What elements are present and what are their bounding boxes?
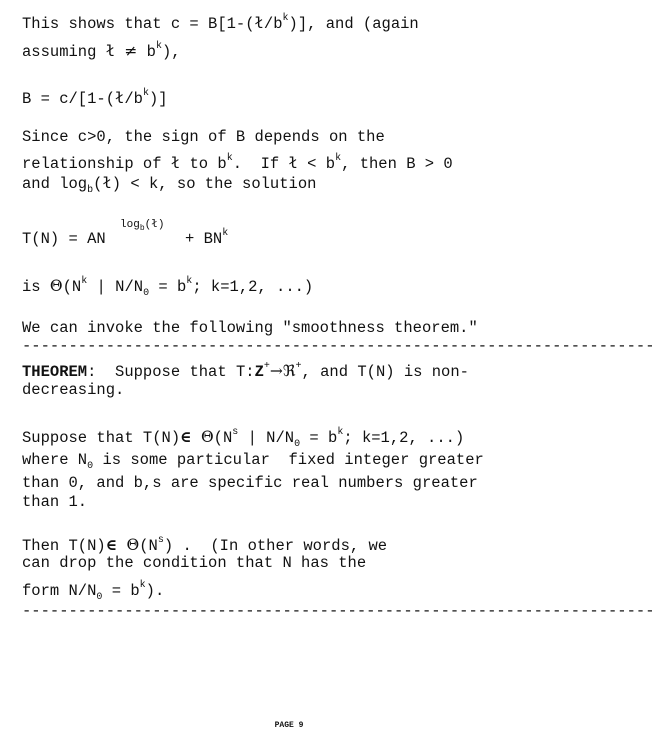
text: ( [144, 219, 152, 231]
text: ( [93, 175, 103, 193]
superscript: + [295, 360, 302, 372]
superscript: k [337, 426, 344, 438]
text: This shows that c = B[1-( [22, 15, 255, 33]
dashed-rule-bottom: -------------------------------------------------------------------- [22, 602, 655, 620]
superscript: k [282, 12, 289, 24]
theta-symbol: Θ [126, 536, 140, 554]
superscript: + [263, 360, 270, 372]
ell-symbol: ł [254, 14, 264, 32]
text: )], and (again [288, 15, 419, 33]
text: b [137, 43, 156, 61]
form-line [22, 579, 165, 604]
text: ) . (In other words, we [163, 537, 388, 555]
superscript: s [157, 534, 164, 546]
text: ; k=1,2, ...) [343, 429, 465, 447]
text: assuming [22, 43, 106, 61]
not-equal-symbol: ≠ [124, 42, 138, 60]
text: | N/N [87, 278, 144, 296]
text: + BN [175, 230, 223, 248]
reals-symbol: ℜ [282, 362, 296, 380]
text: and log [22, 175, 88, 193]
then-line [22, 534, 388, 555]
text-line-than: than 0, and b,s are specific real numbers greater [22, 474, 478, 492]
subscript: b [139, 224, 145, 234]
text: Then T(N) [22, 537, 106, 555]
text: (N [213, 429, 233, 447]
suppose-line [22, 426, 465, 451]
text: , and T(N) is non- [301, 363, 469, 381]
superscript: k [139, 579, 146, 591]
superscript: s [232, 426, 239, 438]
theta-symbol: Θ [200, 428, 214, 446]
page-number: PAGE 9 [274, 721, 304, 730]
dashed-rule-top: -------------------------------------------------------------------- [22, 337, 655, 355]
subscript: b [87, 185, 94, 197]
arrow-symbol: → [269, 362, 283, 380]
theorem-line [22, 360, 469, 381]
text-line-6 [22, 174, 317, 197]
text: )] [148, 90, 168, 108]
text: < b [297, 155, 336, 173]
subscript: 0 [87, 461, 94, 473]
exponent-log [120, 217, 165, 234]
subscript: 0 [143, 288, 150, 300]
text-line-5 [22, 152, 453, 173]
text: form N/N [22, 582, 97, 600]
subscript: 0 [294, 439, 301, 451]
text: /b [263, 15, 283, 33]
superscript: k [226, 152, 233, 164]
text: = b [102, 582, 140, 600]
ell-symbol: ł [102, 174, 112, 192]
superscript: k [155, 40, 162, 52]
text: ; k=1,2, ...) [192, 278, 314, 296]
superscript: k [335, 152, 342, 164]
text: ) [157, 219, 165, 231]
text: : Suppose that T: [87, 363, 255, 381]
text-line-than-1: than 1. [22, 493, 88, 511]
text: . If [232, 155, 289, 173]
text: relationship of [22, 155, 171, 173]
text-line-4: Since c>0, the sign of B depends on the [22, 128, 385, 146]
text: is [22, 278, 50, 296]
superscript: k [81, 275, 88, 287]
equation-tn [22, 227, 229, 248]
element-of-symbol: ∈ [105, 535, 118, 554]
ell-symbol: ł [170, 154, 181, 172]
text: (N [139, 537, 158, 555]
ell-symbol: ł [115, 89, 125, 107]
text-line-8 [22, 275, 314, 300]
integers-symbol: Z [254, 363, 264, 381]
text-line-2 [22, 40, 181, 61]
text: = b [300, 429, 338, 447]
theorem-line-2: decreasing. [22, 381, 125, 399]
text: ). [145, 582, 165, 600]
theorem-label: THEOREM [22, 363, 88, 381]
text: B = c/[1-( [22, 90, 116, 108]
element-of-symbol: ∈ [180, 427, 192, 446]
text: ), [162, 43, 181, 61]
superscript: k [222, 227, 229, 239]
text: ) < k, so the solution [111, 175, 317, 193]
superscript: k [142, 87, 149, 99]
theta-symbol: Θ [49, 277, 63, 295]
text: (N [62, 278, 82, 296]
where-line [22, 451, 484, 473]
text: , then B > 0 [341, 155, 453, 173]
ell-symbol: ł [288, 154, 298, 172]
text: where N [22, 451, 88, 469]
subscript: 0 [96, 592, 103, 604]
text: | N/N [238, 429, 295, 447]
text: T(N) = AN [22, 230, 106, 248]
text: = b [149, 278, 187, 296]
ell-symbol: ł [151, 217, 158, 230]
ell-symbol: ł [105, 42, 116, 60]
text: Suppose that T(N) [22, 429, 181, 447]
text-line-drop: can drop the condition that N has the [22, 554, 367, 572]
text-line-9: We can invoke the following "smoothness theorem." [22, 319, 478, 337]
text: is some particular fixed integer greater [93, 451, 484, 469]
text: /b [124, 90, 143, 108]
superscript: k [186, 275, 193, 287]
text: to b [180, 155, 227, 173]
text-line-1 [22, 12, 419, 33]
equation-b [22, 87, 168, 108]
text: log [120, 219, 140, 231]
